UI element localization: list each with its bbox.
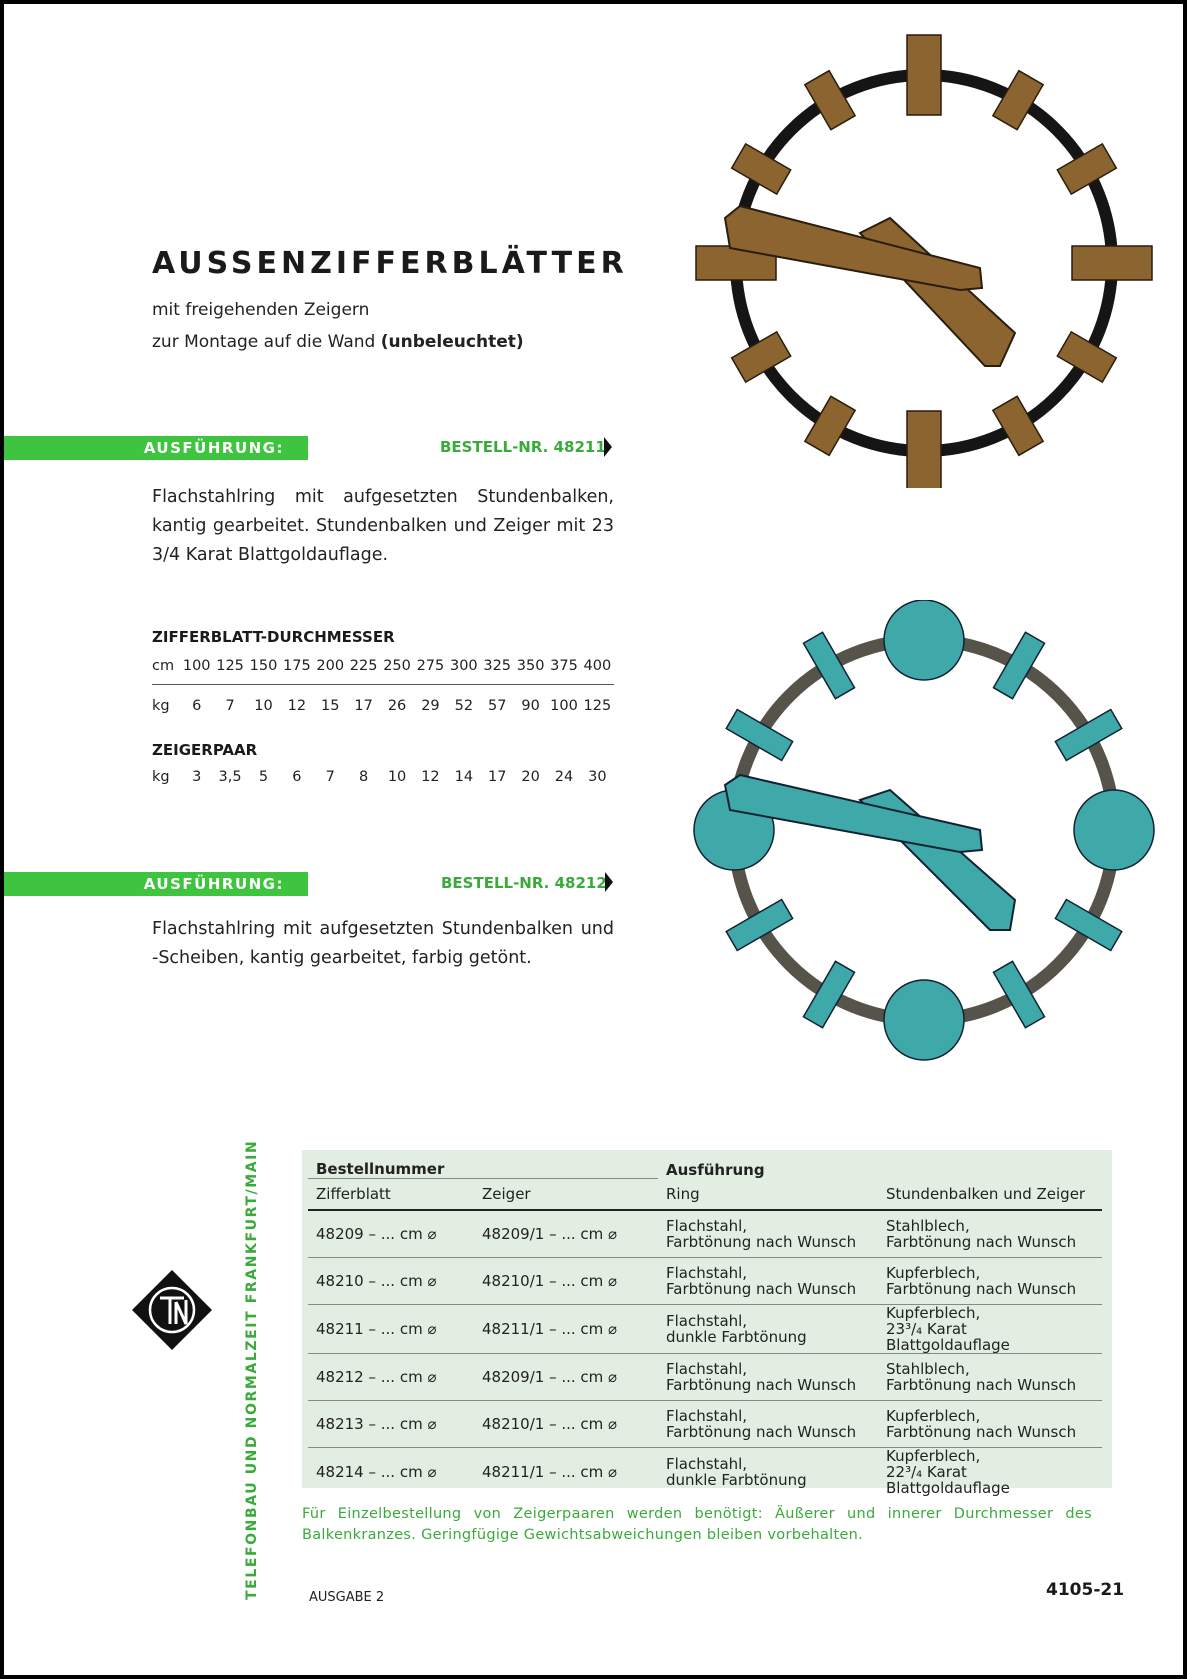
value-cell: 26 xyxy=(387,698,407,714)
clock2-hour-bar xyxy=(993,632,1044,698)
document-number: 4105-21 xyxy=(1046,1580,1125,1600)
cell-bars xyxy=(878,1210,1102,1258)
value-cell: 100 xyxy=(182,658,211,674)
value-cell: 52 xyxy=(454,698,474,714)
table-header-bars: Stundenbalken und Zeiger xyxy=(886,1184,1086,1203)
clock2-hour-disc xyxy=(884,600,964,680)
cell-hands: 48211/1 – ... cm ⌀ xyxy=(474,1448,658,1497)
value-cell: 3,5 xyxy=(218,769,242,785)
cell-ring-line1: Flachstahl, xyxy=(666,1455,748,1473)
clock2-hour-bar xyxy=(726,709,792,760)
footnote: Für Einzelbestellung von Zeigerpaaren werden benötigt: Äußerer und innerer Durchmesser des Balkenkranzes. Geringfügige Gewichtsabweichungen bleiben vorbehalten. xyxy=(302,1506,1092,1543)
variant2-band-label: AUSFÜHRUNG: xyxy=(143,875,284,893)
cell-bars-line1: Stahlblech, xyxy=(886,1360,970,1378)
cell-ring-line1: Flachstahl, xyxy=(666,1407,748,1425)
cell-bars-line2: Farbtönung nach Wunsch xyxy=(886,1233,1077,1251)
cell-bars-line1: Kupferblech, xyxy=(886,1407,981,1425)
variant1-arrow-icon xyxy=(604,437,612,457)
value-cell: 7 xyxy=(225,698,235,714)
variant2-description: Flachstahlring mit aufgesetzten Stundenbalken und -Scheiben, kantig gearbeitet, farbig getönt. xyxy=(152,919,614,968)
cell-ring-line1: Flachstahl, xyxy=(666,1264,748,1282)
cell-hands: 48209/1 – ... cm ⌀ xyxy=(482,1225,618,1243)
cell-bars-line1: Kupferblech, xyxy=(886,1447,981,1465)
value-cell: 57 xyxy=(487,698,507,714)
cell-ring xyxy=(658,1354,878,1401)
clock1-hour-bar xyxy=(1072,246,1152,280)
cell-hands: 48210/1 – ... cm ⌀ xyxy=(474,1258,658,1305)
cell-bars xyxy=(878,1448,1102,1497)
value-cell: 3 xyxy=(192,769,202,785)
cell-ring xyxy=(658,1448,878,1497)
cell-ring xyxy=(658,1401,878,1448)
clock2-hour-disc xyxy=(1074,790,1154,870)
cell-bars xyxy=(878,1354,1102,1401)
value-cell: 10 xyxy=(254,698,273,714)
cell-bars xyxy=(878,1305,1102,1354)
cell-ring-line1: Flachstahl, xyxy=(666,1312,748,1330)
clock1-hour-bar xyxy=(1057,144,1116,194)
cell-bars-line2: Farbtönung nach Wunsch xyxy=(886,1423,1077,1441)
table-row xyxy=(308,1305,1102,1354)
value-cell: 350 xyxy=(516,658,545,674)
value-cell: 300 xyxy=(449,658,478,674)
order-table-box xyxy=(302,1150,1112,1497)
cell-bars-line1: Stahlblech, xyxy=(886,1217,970,1235)
cell-ring-line1: Flachstahl, xyxy=(666,1360,748,1378)
cell-ring xyxy=(658,1258,878,1305)
value-cell: 125 xyxy=(583,698,612,714)
clock2-hour-bar xyxy=(1055,899,1121,950)
cell-hands: 48209/1 – ... cm ⌀ xyxy=(474,1354,658,1401)
value-cell: 6 xyxy=(192,698,202,714)
clock1-hour-bar xyxy=(805,396,855,455)
value-cell: 8 xyxy=(359,769,369,785)
cell-bars-line2: Farbtönung nach Wunsch xyxy=(886,1376,1077,1394)
value-cell: 7 xyxy=(325,769,335,785)
clock1-hour-bar xyxy=(805,71,855,130)
table-row xyxy=(308,1210,1102,1258)
clock2-hour-bar xyxy=(726,899,792,950)
subtitle-text: zur Montage auf die Wand xyxy=(152,332,376,352)
cell-bars-line1: Kupferblech, xyxy=(886,1264,981,1282)
unit-label: kg xyxy=(152,698,170,714)
order-table xyxy=(308,1152,1102,1496)
tn-logo xyxy=(130,1268,214,1352)
value-cell: 17 xyxy=(487,769,507,785)
table-row xyxy=(308,1448,1102,1497)
company-vertical-text: TELEFONBAU UND NORMALZEIT FRANKFURT/MAIN xyxy=(244,1139,260,1600)
value-cell: 17 xyxy=(354,698,373,714)
cell-dial: 48214 – ... cm ⌀ xyxy=(308,1448,474,1497)
cell-ring-line2: dunkle Farbtönung xyxy=(666,1328,807,1346)
value-cell: 275 xyxy=(416,658,445,674)
value-cell: 150 xyxy=(249,658,278,674)
clock1-hour-bar xyxy=(907,35,941,115)
value-cell: 6 xyxy=(292,769,302,785)
clock2-hour-bar xyxy=(993,961,1044,1027)
value-cell: 15 xyxy=(321,698,340,714)
table-group-ausfuehrung: Ausführung xyxy=(666,1160,765,1179)
value-cell: 10 xyxy=(387,769,407,785)
unit-label: cm xyxy=(152,658,175,674)
value-cell: 200 xyxy=(316,658,345,674)
cell-ring-line2: Farbtönung nach Wunsch xyxy=(666,1423,857,1441)
variant1-band xyxy=(4,436,308,460)
cell-dial: 48213 – ... cm ⌀ xyxy=(308,1401,474,1448)
value-cell: 14 xyxy=(454,769,474,785)
value-cell: 325 xyxy=(483,658,512,674)
unit-label: kg xyxy=(152,769,170,785)
clock1-hour-bar xyxy=(993,396,1043,455)
cell-ring-line2: Farbtönung nach Wunsch xyxy=(666,1376,857,1394)
dimensions-cm-row xyxy=(152,658,614,674)
clock2-hour-bar xyxy=(803,961,854,1027)
clock1-hour-bar xyxy=(732,144,791,194)
variant2-arrow-icon xyxy=(605,872,613,892)
subtitle-line-2 xyxy=(152,332,524,352)
value-cell: 175 xyxy=(283,658,311,674)
table-row xyxy=(308,1258,1102,1305)
cell-bars xyxy=(878,1401,1102,1448)
cell-hands: 48211/1 – ... cm ⌀ xyxy=(474,1305,658,1354)
cell-bars-line1: Kupferblech, xyxy=(886,1304,981,1322)
cell-ring-line2: dunkle Farbtönung xyxy=(666,1471,807,1489)
clock-illustration-teal xyxy=(690,600,1170,1070)
cell-bars-line2: 22³/₄ Karat Blattgoldauflage xyxy=(886,1463,1010,1497)
dimensions-divider xyxy=(152,684,614,685)
clock1-hour-hand xyxy=(860,218,1015,366)
value-cell: 400 xyxy=(583,658,612,674)
variant2-band xyxy=(4,872,308,896)
table-header-dial: Zifferblatt xyxy=(316,1185,391,1203)
value-cell: 24 xyxy=(554,769,574,785)
value-cell: 20 xyxy=(521,769,540,785)
cell-dial: 48212 – ... cm ⌀ xyxy=(308,1354,474,1401)
hands-heading: ZEIGERPAAR xyxy=(152,741,258,759)
variant2-order-number: BESTELL-NR. 48212 xyxy=(441,874,607,892)
cell-bars-line2: Farbtönung nach Wunsch xyxy=(886,1280,1077,1298)
clock1-hour-bar xyxy=(907,411,941,488)
cell-dial: 48209 – ... cm ⌀ xyxy=(316,1225,437,1243)
value-cell: 5 xyxy=(258,769,269,785)
cell-bars-line2: 23³/₄ Karat Blattgoldauflage xyxy=(886,1320,1010,1354)
page-title: AUSSENZIFFERBLÄTTER xyxy=(152,246,628,281)
hands-kg-row xyxy=(152,769,614,785)
value-cell: 29 xyxy=(421,698,440,714)
edition-label: AUSGABE 2 xyxy=(309,1590,385,1605)
dimensions-kg-row xyxy=(152,698,614,714)
clock1-hour-bar xyxy=(1057,332,1116,382)
cell-ring-line2: Farbtönung nach Wunsch xyxy=(666,1280,857,1298)
variant1-order-number: BESTELL-NR. 48211 xyxy=(440,438,606,456)
table-group-bestellnummer: Bestellnummer xyxy=(308,1152,658,1179)
clock2-hour-bar xyxy=(1055,709,1121,760)
clock1-hour-bar xyxy=(993,71,1043,130)
cell-ring-line1: Flachstahl, xyxy=(666,1217,748,1235)
subtitle-line-1: mit freigehenden Zeigern xyxy=(152,300,370,320)
value-cell: 250 xyxy=(383,658,411,674)
value-cell: 375 xyxy=(550,658,578,674)
clock2-hour-disc xyxy=(884,980,964,1060)
value-cell: 12 xyxy=(421,769,440,785)
table-row xyxy=(308,1354,1102,1401)
value-cell: 125 xyxy=(216,658,244,674)
value-cell: 30 xyxy=(588,769,607,785)
variant1-description: Flachstahlring mit aufgesetzten Stundenbalken, kantig gearbeitet. Stundenbalken und Zeiger mit 23 3/4 Karat Blattgoldauflage. xyxy=(152,487,614,565)
clock2-hour-bar xyxy=(803,632,854,698)
clock1-hour-bar xyxy=(732,332,791,382)
cell-ring-line2: Farbtönung nach Wunsch xyxy=(666,1233,857,1251)
cell-hands: 48210/1 – ... cm ⌀ xyxy=(474,1401,658,1448)
value-cell: 100 xyxy=(550,698,578,714)
cell-dial: 48210 – ... cm ⌀ xyxy=(308,1258,474,1305)
cell-ring xyxy=(658,1210,878,1258)
clock-illustration-gold xyxy=(690,28,1170,488)
value-cell: 12 xyxy=(287,698,307,714)
table-header-ring: Ring xyxy=(666,1184,700,1203)
table-header-hands: Zeiger xyxy=(482,1185,531,1203)
table-row xyxy=(308,1401,1102,1448)
dimensions-heading: ZIFFERBLATT-DURCHMESSER xyxy=(152,628,395,646)
cell-bars xyxy=(878,1258,1102,1305)
cell-ring xyxy=(658,1305,878,1354)
variant1-band-label: AUSFÜHRUNG: xyxy=(143,439,284,457)
cell-dial: 48211 – ... cm ⌀ xyxy=(308,1305,474,1354)
value-cell: 90 xyxy=(521,698,540,714)
value-cell: 225 xyxy=(349,658,378,674)
subtitle-bold: (unbeleuchtet) xyxy=(380,332,524,352)
